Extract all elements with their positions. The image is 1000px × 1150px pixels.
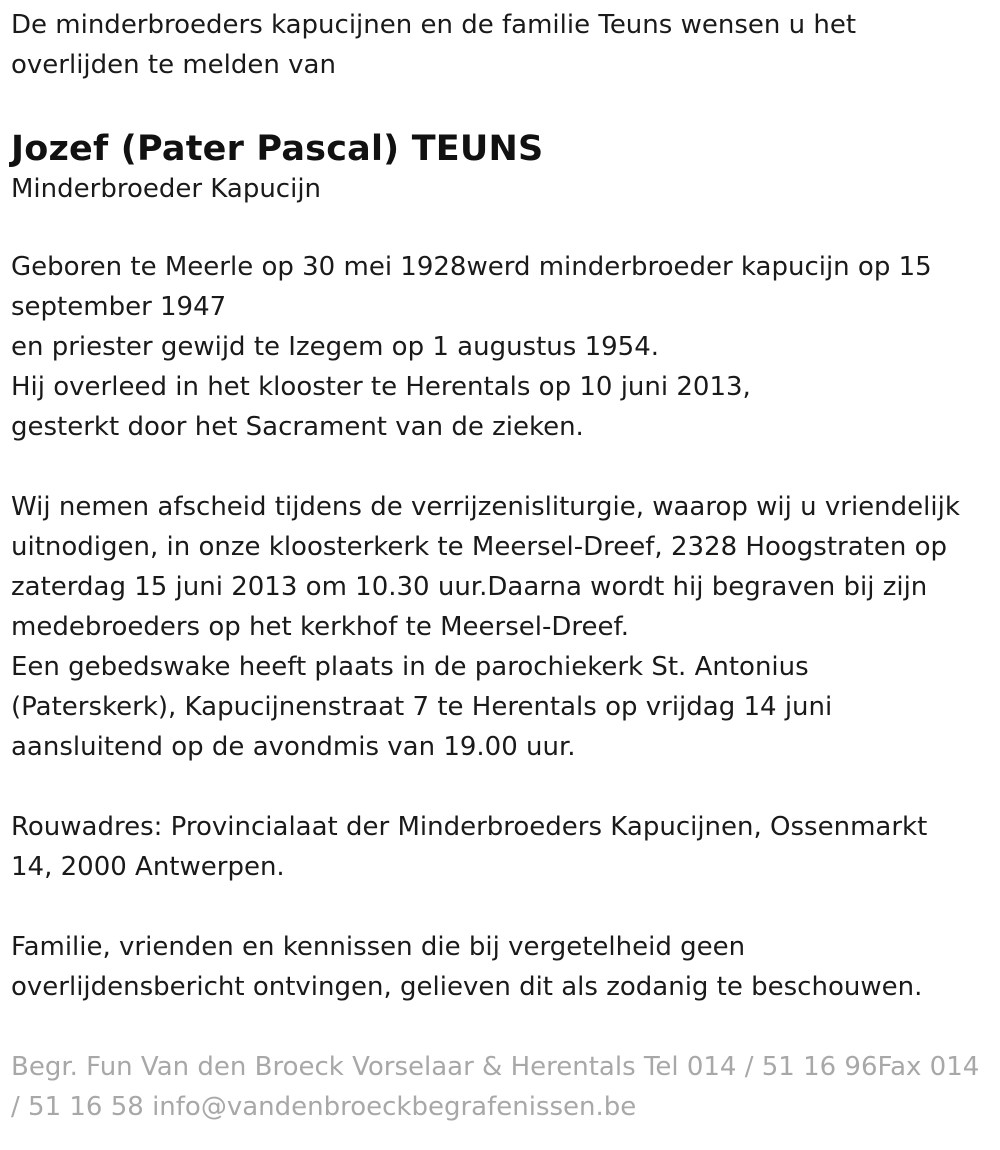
notice-paragraph: [11, 927, 990, 1007]
biography-line: september 1947: [11, 292, 227, 322]
paragraph-gap: [11, 767, 990, 807]
ceremony-line: Een gebedswake heeft plaats in de parochiekerk St. Antonius: [11, 652, 809, 682]
address-line: Rouwadres: Provincialaat der Minderbroeders Kapucijnen, Ossenmarkt: [11, 812, 928, 842]
intro-line: overlijden te melden van: [11, 50, 336, 80]
deceased-title: Minderbroeder Kapucijn: [11, 174, 322, 204]
footer-line: / 51 16 58 info@vandenbroeckbegrafenissen.be: [11, 1092, 637, 1122]
intro-line: De minderbroeders kapucijnen en de familie Teuns wensen u het: [11, 10, 857, 40]
footer-line: Begr. Fun Van den Broeck Vorselaar & Herentals Tel 014 / 51 16 96Fax 014: [11, 1052, 980, 1082]
notice-line: Familie, vrienden en kennissen die bij vergetelheid geen: [11, 932, 746, 962]
biography-paragraph: [11, 247, 990, 447]
biography-line: Hij overleed in het klooster te Herentals op 10 juni 2013,: [11, 372, 751, 402]
funeral-home-footer: [11, 1047, 990, 1127]
paragraph-gap: [11, 207, 990, 247]
ceremony-line: zaterdag 15 juni 2013 om 10.30 uur.Daarna wordt hij begraven bij zijn: [11, 572, 928, 602]
ceremony-line: Wij nemen afscheid tijdens de verrijzenisliturgie, waarop wij u vriendelijk: [11, 492, 960, 522]
paragraph-gap: [11, 1007, 990, 1047]
notice-line: overlijdensbericht ontvingen, gelieven dit als zodanig te beschouwen.: [11, 972, 923, 1002]
intro-text: [11, 5, 990, 85]
deceased-name: Jozef (Pater Pascal) TEUNS: [11, 129, 544, 169]
ceremony-line: aansluitend op de avondmis van 19.00 uur.: [11, 732, 576, 762]
biography-line: Geboren te Meerle op 30 mei 1928werd minderbroeder kapucijn op 15: [11, 252, 932, 282]
mourning-address-paragraph: [11, 807, 990, 887]
paragraph-gap: [11, 887, 990, 927]
ceremony-paragraph: [11, 487, 990, 767]
biography-line: en priester gewijd te Izegem op 1 augustus 1954.: [11, 332, 660, 362]
biography-line: gesterkt door het Sacrament van de zieken.: [11, 412, 584, 442]
ceremony-line: (Paterskerk), Kapucijnenstraat 7 te Herentals op vrijdag 14 juni: [11, 692, 833, 722]
ceremony-line: uitnodigen, in onze kloosterkerk te Meersel-Dreef, 2328 Hoogstraten op: [11, 532, 947, 562]
ceremony-line: medebroeders op het kerkhof te Meersel-Dreef.: [11, 612, 630, 642]
address-line: 14, 2000 Antwerpen.: [11, 852, 285, 882]
paragraph-gap: [11, 447, 990, 487]
